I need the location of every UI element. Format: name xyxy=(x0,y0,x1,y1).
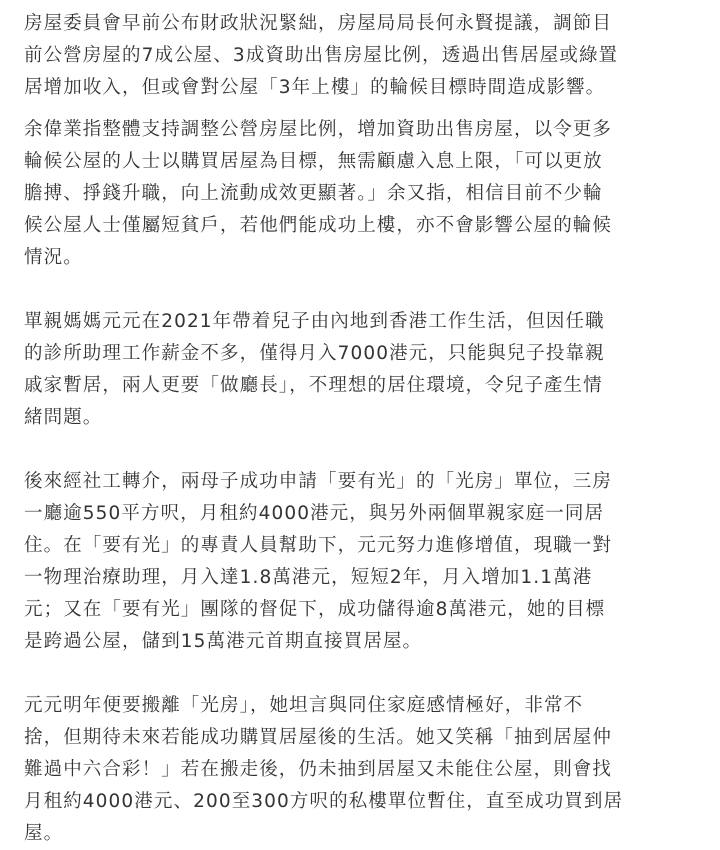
paragraph-single-mother: 單親媽媽元元在2021年帶着兒子由內地到香港工作生活，但因任職 的診所助理工作薪金不多，僅得月入7000港元，只能與兒子投靠親 戚家暫居，兩人更要「做廳長」，不理想的居住環境，令兒子產生情 緒問題。 xyxy=(24,311,605,428)
paragraph-yu-wai-yip: 余偉業指整體支持調整公營房屋比例，增加資助出售房屋，以令更多 輪候公屋的人士以購買居屋為目標，無需顧慮入息上限，「可以更放 膽搏、掙錢升職，向上流動成效更顯著。」余又指，相信目前不少輪 候公屋人士僅屬短貧戶，若他們能成功上樓，亦不會影響公屋的輪候 情況。 xyxy=(24,119,613,268)
paragraph-housing-authority: 房屋委員會早前公布財政狀況緊絀，房屋局局長何永賢提議，調節目 前公營房屋的7成公屋、3成資助出售房屋比例，透過出售居屋或綠置 居增加收入，但或會對公屋「3年上樓」的輪候目標時間造成影響。 xyxy=(24,13,619,98)
paragraph-light-home: 後來經社工轉介，兩母子成功申請「要有光」的「光房」單位，三房 一廳逾550平方呎，月租約4000港元，與另外兩個單親家庭一同居 住。在「要有光」的專責人員幫助下，元元努力進修增值，現職一對 一物理治療助理，月入達1.8萬港元，短短2年，月入增加1.1萬港 元；又在「要有光」團隊的督促下，成功儲得逾8萬港元，她的目標 是跨過公屋，儲到15萬港元首期直接買居屋。 xyxy=(24,471,613,652)
paragraph-gap xyxy=(24,274,700,306)
paragraph-moving-out: 元元明年便要搬離「光房」，她坦言與同住家庭感情極好，非常不 捨，但期待未來若能成功購買居屋後的生活。她又笑稱「抽到居屋仲 難過中六合彩！」若在搬走後，仍未抽到居屋又未能住公屋，則會找 月租約4000港元、200至300方呎的私樓單位暫住，直至成功買到居 屋。 xyxy=(24,695,624,844)
paragraph-gap xyxy=(24,658,700,690)
paragraph-gap xyxy=(24,104,700,114)
article-body xyxy=(24,8,700,850)
paragraph-gap xyxy=(24,434,700,466)
